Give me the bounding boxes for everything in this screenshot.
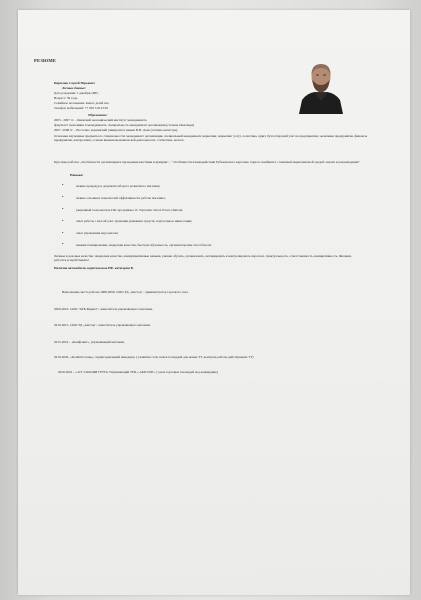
age: Возраст: 39 года, xyxy=(54,96,78,100)
license-info: Наличие автомобиля, водительское РФ- категория В. xyxy=(54,266,134,270)
work-entry: 2010-2015- ООО ТД „Амстор", заместитель управляющего магазина. xyxy=(54,323,151,327)
education-line: факультет экономики и менеджмента, специальность менеджмент организации (степень бакалавра) xyxy=(54,123,195,127)
full-name: Кирилюк Сергей Юрьевич xyxy=(54,81,95,85)
work-entry: 2009-2010- ООО "АТБ-Маркет", заместитель управляющего магазина. xyxy=(54,307,153,311)
birth-date: Дата рождения: 1 декабря,1985, xyxy=(54,91,99,95)
education-line: 2007- 2008 гг. – Восточно украинский университет имени В.И. Даля (степень магистра), xyxy=(54,128,179,132)
work-entry: 2019-2020- «Kodium Group», территориальный менеджер. ( развитие сети, поиск площадей для новых ТТ, контроль работы действующих ТТ) xyxy=(54,355,254,359)
education-line: 2003 - 2007 гг. – Киевский экономический институт менеджмента, xyxy=(54,118,148,122)
subjects-text: Основные изученные предметы по специальности: менеджмент организации, специальный менеджмент, маркетинг, маркетинг услуг, логистика, аудит, бухгалтерский учет на предприятии, экономика предприятия, финансы предприятия, контроллинг, основы внешнеэкономической деятельности, статистика, налоги. xyxy=(54,134,368,143)
work-entry: 2015-2019 – «Комфокит», управляющий магазина. xyxy=(54,340,125,344)
skills-heading: Навыки: xyxy=(70,173,84,177)
work-entry: 2020-2022 - « ICT СОЛОЦИ ГРУП» Управляющий ТРЦ « АМСТОР» ( сдача торговых площадей под коммерцию) xyxy=(58,370,218,374)
phone: Телефон мобильный: +7 959 518 23 09 xyxy=(54,106,108,110)
skill-item: • знание основных показателей эффективности работы магазина; xyxy=(62,196,292,208)
personal-qualities: Личные и деловые качества: лидерские качества, коммуникативные навыки, умение обучать, организовать, мотивировать и контролировать персонал, пунктуальность, ответственность, инициативность. Желание работать и зарабатывать! xyxy=(54,254,352,263)
coursework-text: Курсовые работы: „Особенности организации и проведения выставки и ярмарки" , " Особенности взаимодействия Рубежанского картонно тарного комбината с внешней маркетинговой средой: анализ и рекомендации" xyxy=(54,160,360,164)
document-title: РЕЗЮМЕ xyxy=(34,58,57,63)
skill-item: • уверенный пользователь ПК: программы 1С Торговля, Word, Excel, Outlook; xyxy=(62,208,292,220)
skill-item: • опыт управления персоналом; xyxy=(62,231,292,243)
skills-list xyxy=(62,184,292,255)
personal-data-heading: Личные данные: xyxy=(62,86,87,90)
family-status: Семейное положение: женат, детей нет, xyxy=(54,101,110,105)
skill-item: • знание процедур и документооборота розничного магазина; xyxy=(62,184,292,196)
skill-item: • навыки планирования, лидерские качества, быстрая обучаемость, организаторские способности. xyxy=(62,243,292,255)
portrait-image xyxy=(297,56,345,114)
profile-photo xyxy=(297,56,345,114)
work-intro: Выполнение места работы 2008-2009- ООО ТД „Амстор" , администратор торгового зала. xyxy=(62,290,189,294)
skill-item: • опыт работы с кассой учет, хранения денежных средств, подготовка к инкассации; xyxy=(62,219,292,231)
education-heading: Образование: xyxy=(88,113,108,117)
